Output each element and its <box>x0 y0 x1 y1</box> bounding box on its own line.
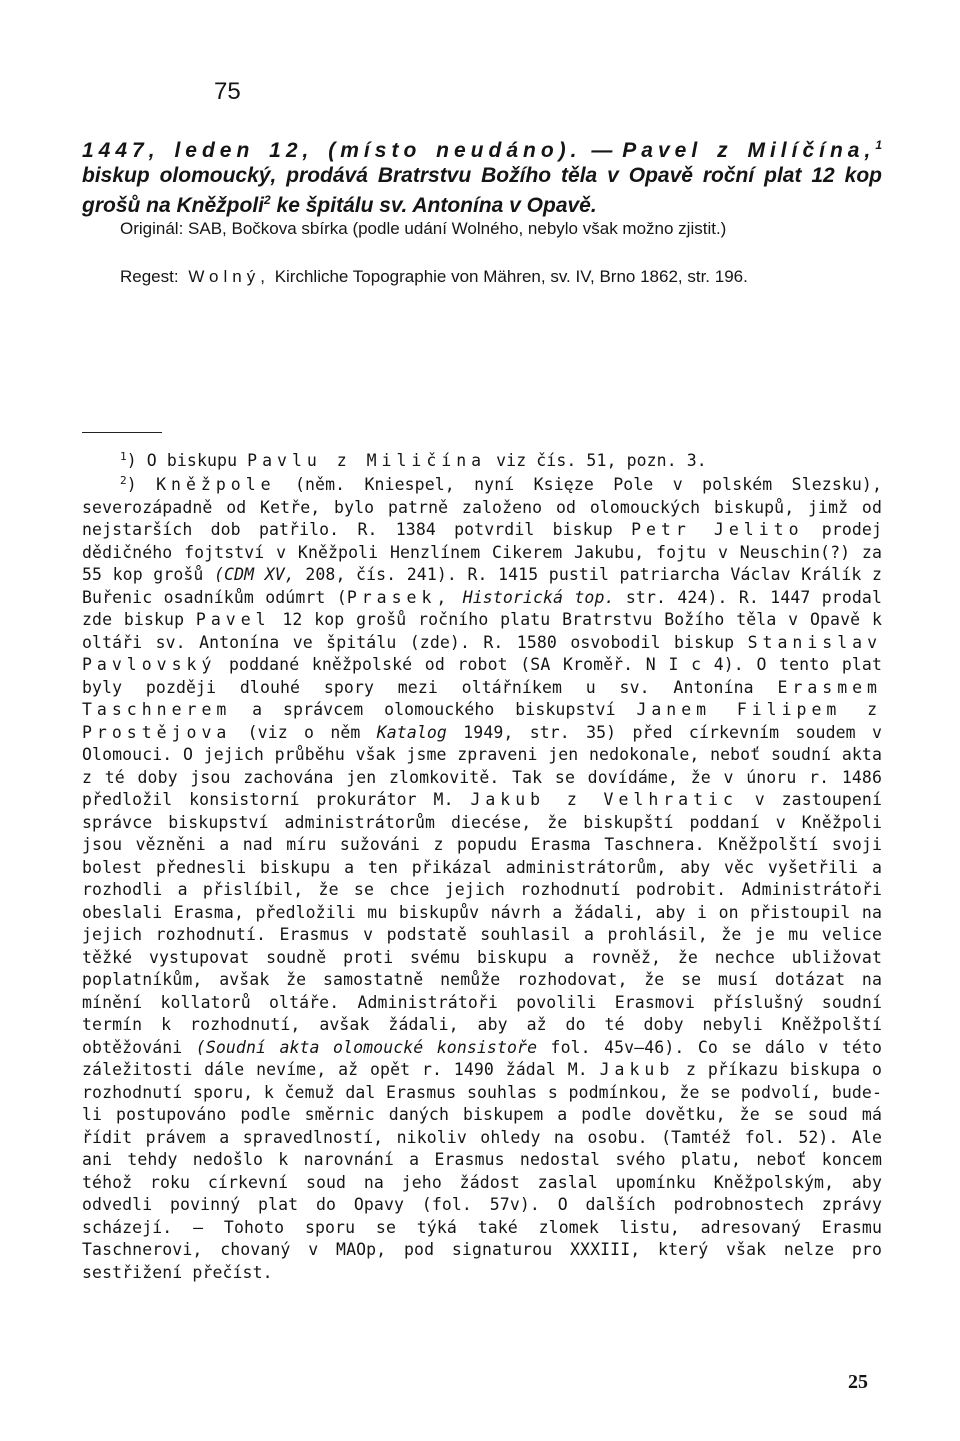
heading-text-2: ke špitálu sv. Antonína v Opavě. <box>270 194 597 217</box>
footnote-2-segment: Pavel <box>195 610 271 629</box>
original-text: SAB, Bočkova sbírka (podle udání Wolného, nebylo však možno zjistit.) <box>183 219 727 238</box>
footnote-2-segment: fol. 45v—46). Co se dálo v této záležitosti dále nevíme, až opět r. 1490 žádal M. <box>82 1037 882 1079</box>
footnote-2-segment: 12 kop grošů ročního platu Bratrstvu Božího těla v Opavě k oltáři sv. Antonína ve špitálu (zde). R. 1580 osvobodil biskup <box>82 610 882 652</box>
regest-heading <box>82 133 882 218</box>
heading-date: 1447, leden 12, (místo neudáno). <box>82 139 582 162</box>
footnote-2-segment: ) <box>126 475 157 494</box>
footnote-2-segment: Janem Filipem z Prostějova <box>82 700 883 742</box>
footnote-2-body <box>82 475 882 1282</box>
footnote-2-segment: (Soudní akta olomoucké konsistoře <box>195 1037 538 1057</box>
heading-dash: — <box>581 139 623 162</box>
footnote-2-segment: poddané kněžpolské od robot (SA Kroměř. N I c 4). O tento plat byly později dlouhé spory mezi oltářníkem u sv. Antonína <box>82 655 882 697</box>
heading-text-1: biskup olomoucký, prodává Bratrstvu Božího těla v Opavě roční plat 12 kop grošů na Kněžpoli <box>82 164 882 217</box>
footnote-2-segment: a správcem olomouckého biskupství <box>231 700 637 719</box>
regest-author: Wolný, <box>178 267 270 286</box>
page-number: 25 <box>848 1371 868 1393</box>
footnote-2-segment: Erasmem Taschnerem <box>82 677 882 719</box>
footnote-2-segment: (něm. Kniespel, nyní Księze Pole v polském Slezsku), severozápadně od Ketře, bylo patrně založeno od olomouckých biskupů, jimž od nejstarších dob patřilo. R. 1384 potvrdil biskup <box>82 475 882 539</box>
footnote-divider <box>82 432 162 433</box>
heading-author: Pavel z Milíčína, <box>622 139 876 162</box>
regest-note <box>82 265 882 289</box>
footnote-ref-1: 1 <box>875 138 883 152</box>
footnote-1 <box>82 446 882 473</box>
footnote-2-segment: 1949, str. 35) před církevním soudem v Olomouci. O jejich průběhu však jsme zpraveni jen nedokonale, neboť soudní akta z té doby jsou zachována jen zlomkovitě. Tak se dovídáme, že v únoru r. 1486 předložil konsistorní prokurátor M. <box>82 722 883 809</box>
footnote-2-segment: Kněžpole <box>156 475 276 494</box>
footnote-2-segment: Prasek, <box>346 587 452 607</box>
footnote-2-segment: z příkazu biskupa o rozhodnutí sporu, k čemuž dal Erasmus souhlas s podmínkou, že se podvolí, bude-li postupováno podle směrnic daných biskupem a podle dovětku, že se soud má řídit právem a spravedlností, nikoliv ohledy na osobu. (Tamtéž fol. 52). Ale ani tehdy nedošlo k narovnání a Erasmus nedostal svého platu, neboť koncem téhož roku církevní soud na jeho žádost zaslal upomínku Kněžpolským, aby odvedli povinný plat do Opavy (fol. 57v). O dalších podrobnostech zprávy scházejí. — Tohoto sporu se týká také zlomek listu, adresovaný Erasmu Taschnerovi, chovaný v MAOp, pod signaturou XXXIII, který však nelze pro sestřižení přečíst. <box>82 1060 882 1282</box>
footnote-2 <box>82 470 882 1284</box>
footnote-2-segment: Stanislav Pavlovský <box>82 632 882 674</box>
footnote-2-marker: 2 <box>120 474 127 487</box>
original-label: Originál: <box>120 219 184 238</box>
footnote-2-segment: Jakub z Velhratic <box>470 790 738 809</box>
footnote-1-name: Pavlu z Miličína <box>247 451 487 470</box>
footnote-2-segment: str. 424). R. 1447 prodal zde biskup <box>82 587 882 629</box>
footnote-2-segment: (CDM XV, <box>214 565 295 584</box>
regest-label: Regest: <box>120 267 179 286</box>
footnote-2-segment: prodej dědičného fojtství v Kněžpoli Henzlínem Cikerem Jakubu, fojtu v Neuschin(?) za 55 kop grošů <box>82 520 882 584</box>
footnote-1-text-a: ) O biskupu <box>126 451 248 470</box>
footnote-2-segment: v zastoupení správce biskupství administrátorům diecése, že biskupští poddaní v Kněžpoli jsou vězněni a nad míru sužováni z popudu Erasma Taschnera. Kněžpolští svoji bolest přednesli biskupu a ten přikázal administrátorům, aby věc vyšetřili a rozhodli a přislíbil, že se chce jejich rozhodnutí podrobit. Administrátoři obeslali Erasma, předložili mu biskupův návrh a žádali, aby i on přistoupil na jejich rozhodnutí. Erasmus v podstatě souhlasil a prohlásil, že je mu velice těžké vystupovat soudně proti svému biskupu a rovněž, že nechce ubližovat poplatníkům, avšak že samostatně nemůže rozhodovat, že se musí dotázat na mínění kollatorů oltáře. Administrátoři povolili Erasmovi příslušný soudní termín k rozhodnutí, avšak žádali, aby až do té doby nebyli Kněžpolští obtěžováni <box>82 790 882 1057</box>
footnote-2-segment: 208, čís. 241). R. 1415 pustil patriarcha Václav Králík z Buřenic osadníkům odúmrt ( <box>82 565 882 607</box>
footnote-2-segment <box>451 588 462 607</box>
original-note <box>82 217 882 241</box>
footnote-2-segment: Petr Jelito <box>631 520 804 539</box>
footnote-2-segment: (viz o něm <box>231 722 377 742</box>
footnote-1-marker: 1 <box>120 450 127 463</box>
footnote-2-segment: Katalog <box>376 722 447 742</box>
footnote-ref-2: 2 <box>264 193 271 207</box>
footnote-2-segment: Historická top. <box>462 587 615 607</box>
footnote-2-segment: Jakub <box>599 1060 675 1079</box>
document-number: 75 <box>214 78 241 105</box>
footnote-1-text-b: viz čís. 51, pozn. 3. <box>486 451 707 470</box>
regest-text: Kirchliche Topographie von Mähren, sv. IV, Brno 1862, str. 196. <box>269 267 748 286</box>
